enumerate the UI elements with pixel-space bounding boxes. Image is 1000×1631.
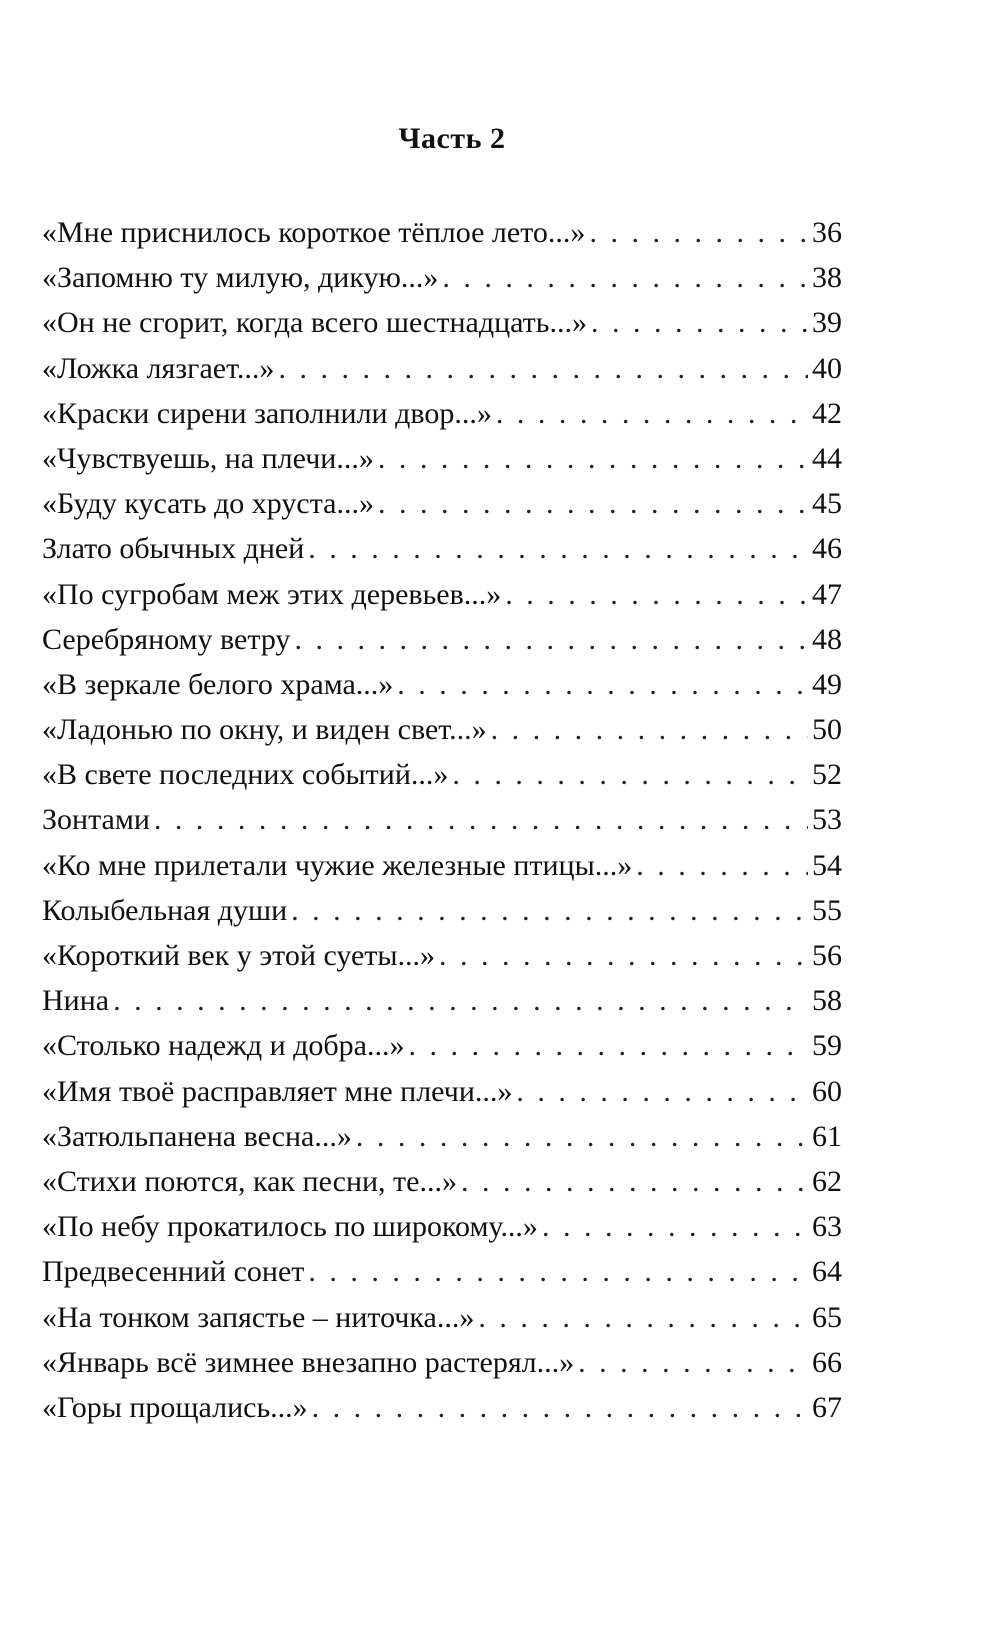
- toc-entry: [42, 481, 842, 526]
- dot-leader: [505, 572, 808, 617]
- toc-entry-title: «Мне приснилось короткое тёплое лето...»: [42, 216, 586, 249]
- section-heading: Часть 2: [398, 122, 506, 155]
- dot-leader: [461, 1159, 808, 1204]
- dot-leader: [154, 797, 808, 842]
- toc-entry-title: «Январь всё зимнее внезапно растерял...»: [42, 1345, 575, 1379]
- toc-entry-page: 42: [812, 396, 842, 430]
- toc-entry-page: 48: [812, 622, 842, 656]
- toc-entry: [42, 210, 842, 255]
- toc-entry-title: «Имя твоё расправляет мне плечи...»: [42, 1074, 513, 1108]
- toc-entry: [42, 933, 842, 978]
- dot-leader: [591, 300, 808, 345]
- toc-entry: [42, 843, 842, 888]
- toc-entry-page: 52: [812, 758, 842, 792]
- dot-leader: [589, 210, 808, 255]
- toc-entry-title: Предвесенний сонет: [42, 1255, 305, 1289]
- dot-leader: [496, 391, 808, 436]
- dot-leader: [542, 1204, 808, 1249]
- toc-entry-page: 50: [812, 713, 842, 747]
- toc-entry: [42, 1340, 842, 1385]
- toc-entry-title: «Стихи поются, как песни, те...»: [42, 1164, 457, 1198]
- toc-entry-title: Колыбельная души: [42, 893, 288, 927]
- toc-entry: [42, 752, 842, 797]
- toc-entry-page: 36: [812, 216, 842, 249]
- dot-leader: [294, 617, 808, 662]
- toc-entry-title: «В зеркале белого храма...»: [42, 667, 394, 701]
- toc-entry: [42, 1249, 842, 1294]
- toc-entry: [42, 1069, 842, 1114]
- toc-entry-title: Нина: [42, 984, 110, 1018]
- toc-entry-page: 47: [812, 577, 842, 611]
- toc-entry-title: «Горы прощались...»: [42, 1390, 308, 1424]
- toc-entry: [42, 1114, 842, 1159]
- dot-leader: [378, 481, 808, 526]
- toc-entry-page: 54: [812, 848, 842, 882]
- dot-leader: [491, 707, 808, 752]
- toc-entry-page: 65: [812, 1300, 842, 1334]
- toc-entry-page: 39: [812, 306, 842, 340]
- dot-leader: [636, 843, 808, 888]
- toc-entry-page: 61: [812, 1119, 842, 1153]
- toc-entry-title: Злато обычных дней: [42, 532, 305, 566]
- toc-entry-page: 63: [812, 1210, 842, 1244]
- toc-entry: [42, 662, 842, 707]
- toc-entry-page: 38: [812, 261, 842, 295]
- toc-entry-title: «Буду кусать до хруста...»: [42, 487, 374, 521]
- toc-entry-title: Зонтами: [42, 803, 150, 837]
- toc-entry: [42, 1295, 842, 1340]
- toc-entry: [42, 797, 842, 842]
- toc-entry-title: «Запомню ту милую, дикую...»: [42, 261, 439, 295]
- dot-leader: [408, 1023, 808, 1068]
- dot-leader: [439, 933, 808, 978]
- dot-leader: [113, 978, 808, 1023]
- toc-entry: [42, 617, 842, 662]
- toc-entry: [42, 1159, 842, 1204]
- toc-entry: [42, 391, 842, 436]
- toc-entry: [42, 888, 842, 933]
- dot-leader: [452, 752, 808, 797]
- toc-entry-title: «Ко мне прилетали чужие железные птицы...»: [42, 848, 633, 882]
- toc-entry: [42, 436, 842, 481]
- toc-entry-page: 67: [812, 1390, 842, 1424]
- toc-entry-page: 44: [812, 441, 842, 475]
- toc-entry-title: «Чувствуешь, на плечи...»: [42, 441, 374, 475]
- toc-entry: [42, 346, 842, 391]
- dot-leader: [478, 1295, 808, 1340]
- toc-entry-title: «Он не сгорит, когда всего шестнадцать...»: [42, 306, 587, 340]
- toc-entry: [42, 1023, 842, 1068]
- toc-entry-page: 55: [812, 893, 842, 927]
- toc-entry-title: «По небу прокатилось по широкому...»: [42, 1210, 538, 1244]
- toc-entry-page: 60: [812, 1074, 842, 1108]
- toc-entry-page: 62: [812, 1164, 842, 1198]
- toc-entry-title: «Короткий век у этой суеты...»: [42, 939, 436, 972]
- toc-entry: [42, 1385, 842, 1430]
- toc-entry: [42, 255, 842, 300]
- toc-entry-page: 64: [812, 1255, 842, 1289]
- toc-entry-title: «Затюльпанена весна...»: [42, 1119, 352, 1153]
- dot-leader: [442, 255, 808, 300]
- toc-entry: [42, 707, 842, 752]
- toc-entry-page: 49: [812, 667, 842, 701]
- toc-entry-page: 53: [812, 803, 842, 837]
- dot-leader: [312, 1385, 808, 1430]
- table-of-contents: [42, 210, 842, 1430]
- toc-entry-title: «На тонком запястье – ниточка...»: [42, 1300, 475, 1334]
- toc-entry: [42, 572, 842, 617]
- toc-entry-page: 40: [812, 351, 842, 385]
- toc-entry: [42, 300, 842, 345]
- dot-leader: [308, 526, 808, 571]
- dot-leader: [378, 436, 808, 481]
- dot-leader: [291, 888, 808, 933]
- toc-entry: [42, 978, 842, 1023]
- dot-leader: [578, 1340, 808, 1385]
- toc-entry-title: «По сугробам меж этих деревьев...»: [42, 577, 502, 611]
- toc-entry-title: «Ладонью по окну, и виден свет...»: [42, 713, 487, 747]
- toc-entry-title: «Ложка лязгает...»: [42, 351, 275, 385]
- toc-entry: [42, 1204, 842, 1249]
- dot-leader: [356, 1114, 808, 1159]
- dot-leader: [278, 346, 808, 391]
- toc-entry-title: «Краски сирени заполнили двор...»: [42, 396, 492, 430]
- toc-entry-title: «Столько надежд и добра...»: [42, 1029, 405, 1063]
- toc-entry-page: 45: [812, 487, 842, 521]
- dot-leader: [308, 1249, 808, 1294]
- toc-entry-page: 56: [812, 939, 842, 972]
- dot-leader: [516, 1069, 808, 1114]
- toc-entry-page: 59: [812, 1029, 842, 1063]
- toc-entry: [42, 526, 842, 571]
- toc-entry-page: 58: [812, 984, 842, 1018]
- dot-leader: [397, 662, 808, 707]
- toc-entry-title: Серебряному ветру: [42, 622, 291, 656]
- toc-entry-page: 46: [812, 532, 842, 566]
- toc-entry-title: «В свете последних событий...»: [42, 758, 449, 792]
- toc-entry-page: 66: [812, 1345, 842, 1379]
